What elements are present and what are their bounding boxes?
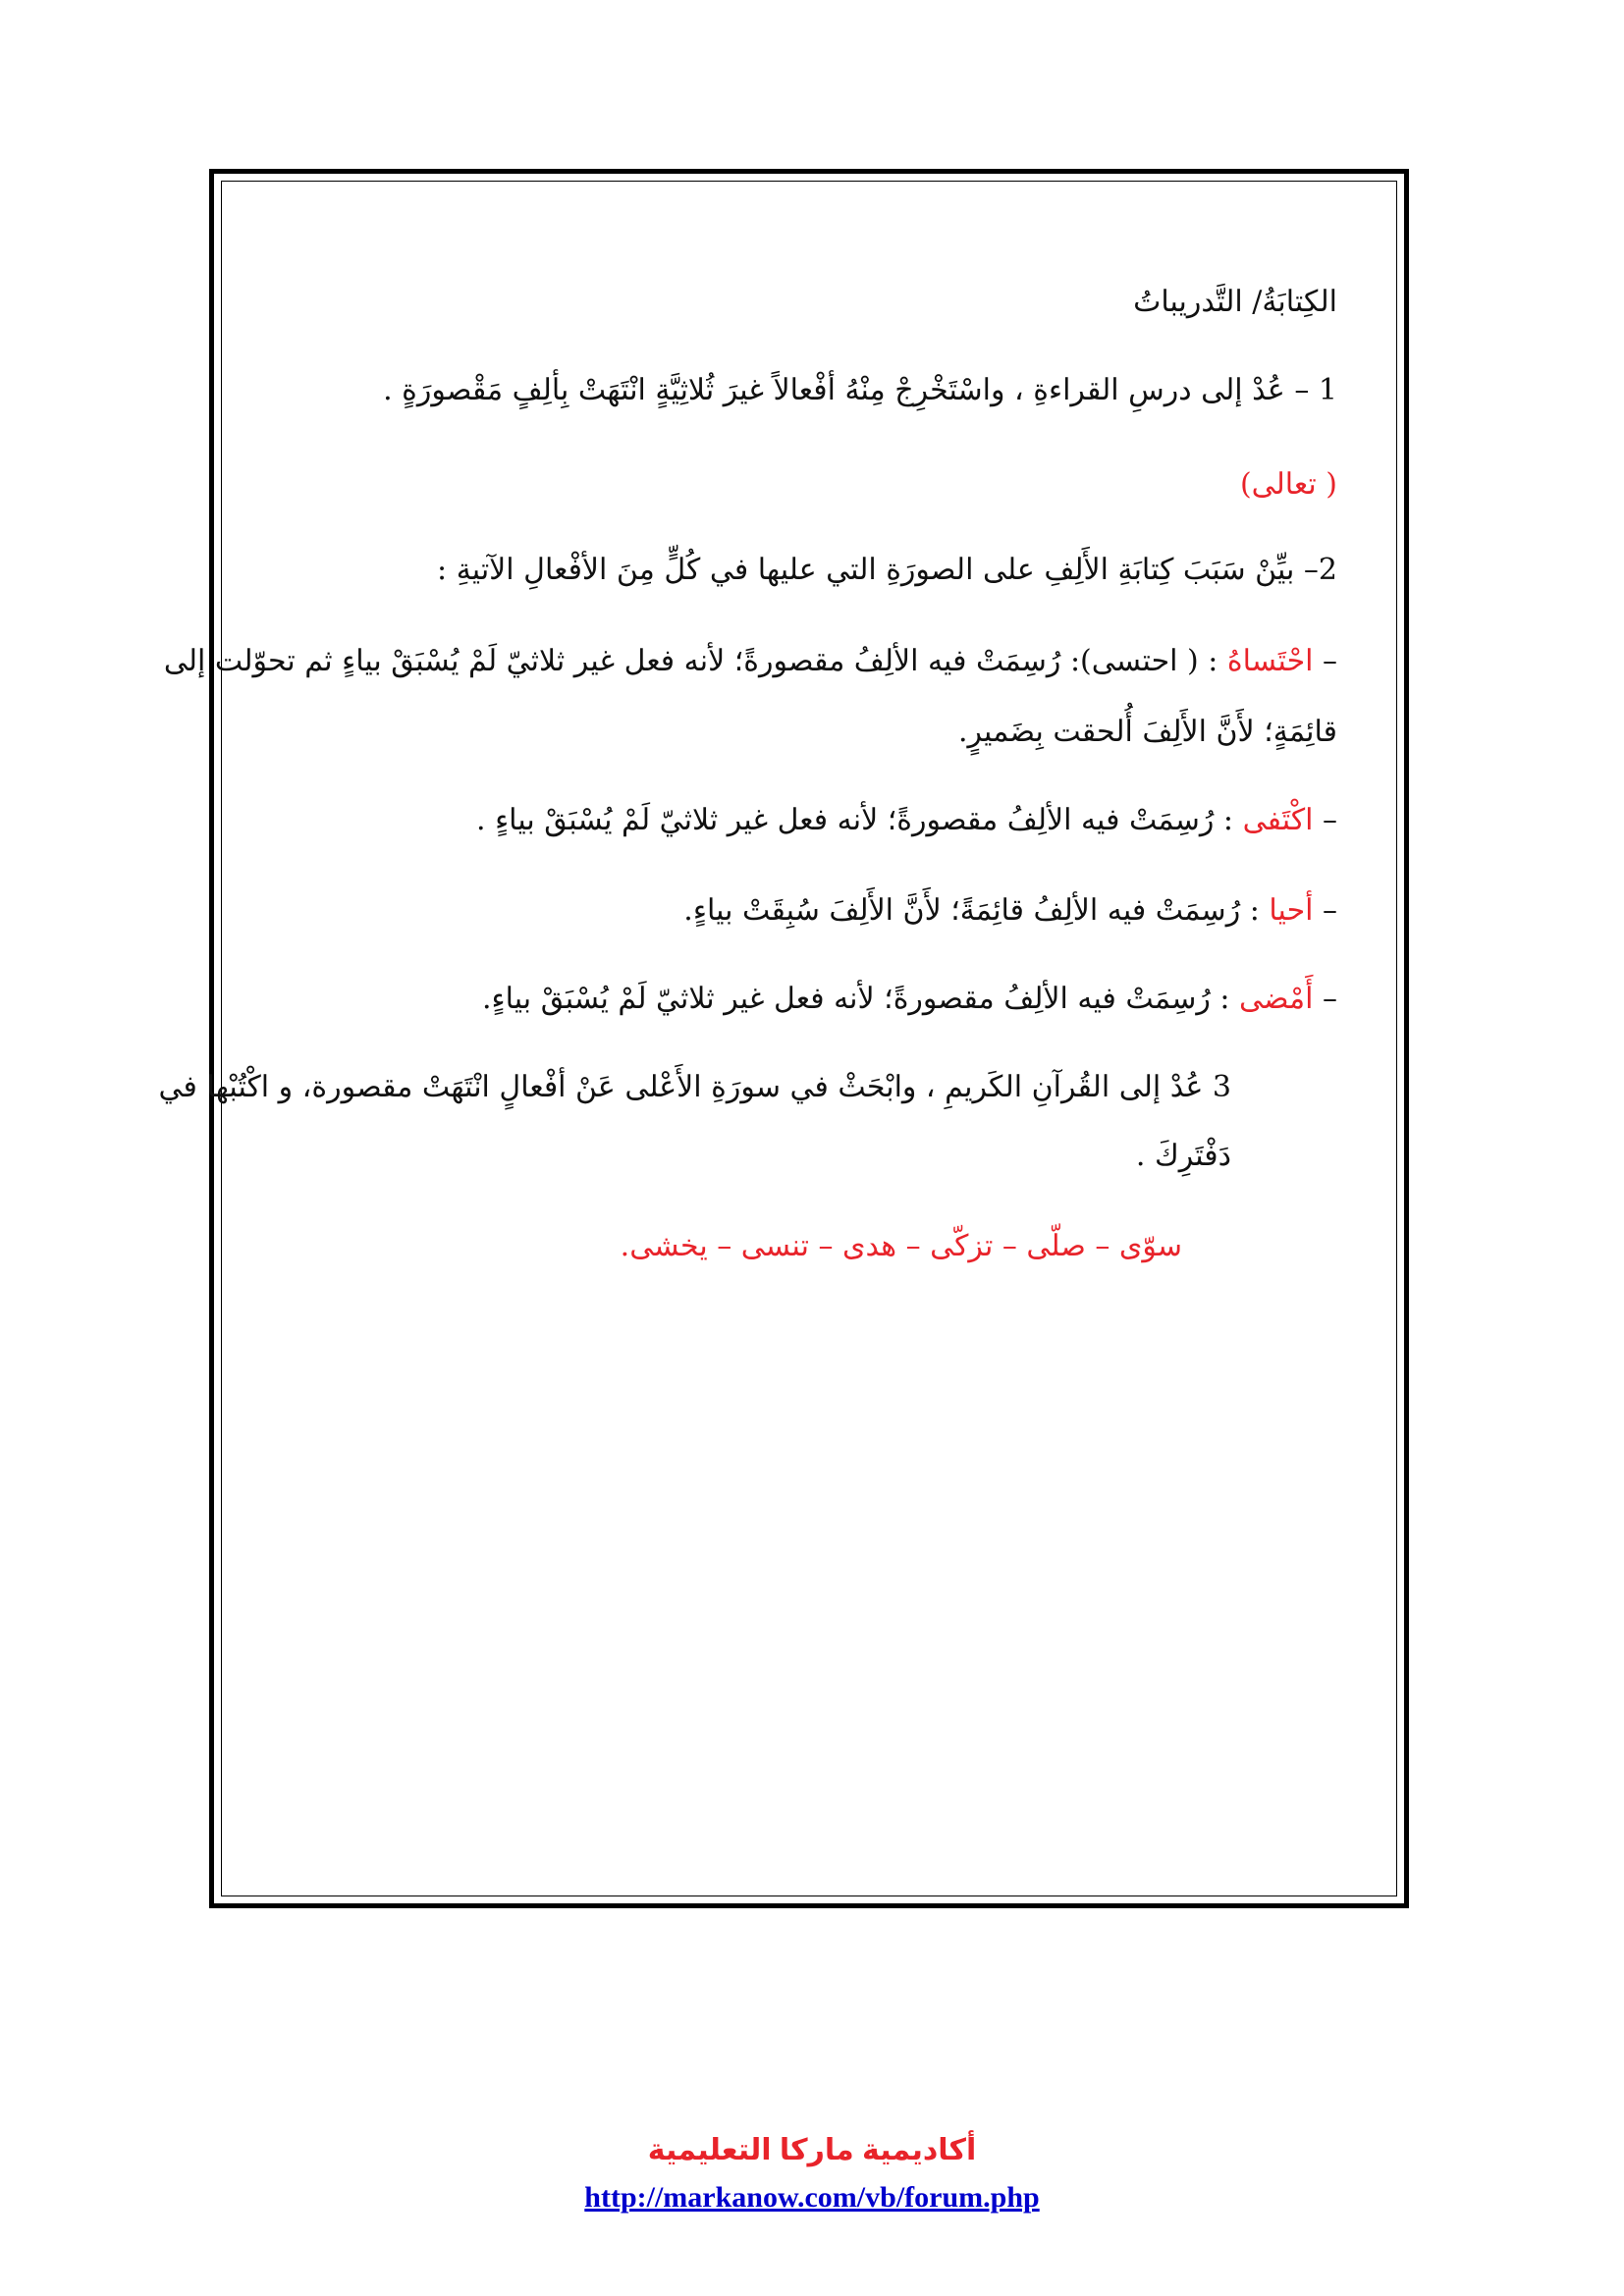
item-word: أحيا	[1269, 893, 1314, 928]
item-amda	[482, 982, 1337, 1017]
question-2: 2– بيِّنْ سَبَبَ كِتابَةِ الأَلِفِ على الصورَةِ التي عليها في كُلٍّ مِنَ الأفْعالِ الآتيةِ :	[437, 553, 1337, 587]
item-dash: –	[1323, 893, 1337, 928]
item-word: اكْتَفى	[1242, 803, 1314, 837]
item-word: احْتَساهُ	[1226, 644, 1314, 678]
item-word: أَمْضى	[1239, 982, 1314, 1016]
item-ahya	[683, 893, 1337, 929]
section-heading: الكِتابَةُ/ التَّدريباتُ	[1133, 285, 1337, 319]
item-ihtasahu	[164, 644, 1337, 679]
item-ihtasahu-continuation: قائِمَةٍ؛ لأَنَّ الأَلِفَ أُلحقت بِضَميرٍ.	[957, 715, 1337, 749]
item-iktafa	[476, 803, 1337, 838]
item-explanation: : رُسِمَتْ فيه الألِفُ مقصورةً؛ لأنه فعل غير ثلاثيّ لَمْ يُسْبَقْ بياءٍ.	[481, 982, 1230, 1016]
item-explanation: : رُسِمَتْ فيه الألِفُ مقصورةً؛ لأنه فعل غير ثلاثيّ لَمْ يُسْبَقْ بياءٍ .	[476, 803, 1234, 837]
item-dash: –	[1323, 982, 1337, 1016]
page-border	[209, 169, 1409, 1908]
footer-link[interactable]: http://markanow.com/vb/forum.php	[584, 2181, 1040, 2214]
question-1: 1 – عُدْ إلى درسِ القراءةِ ، واسْتَخْرِجْ مِنْهُ أفْعالاً غيرَ ثُلاثِيَّةٍ انْتَهَتْ بِألِفٍ مَقْصورَةٍ .	[383, 373, 1337, 407]
footer-title: أكاديمية ماركا التعليمية	[647, 2134, 977, 2166]
question-3: 3 عُدْ إلى القُرآنِ الكَريمِ ، وابْحَثْ في سورَةِ الأَعْلى عَنْ أفْعالٍ انْتَهَتْ مقصورة، و اكْتُبْها في	[158, 1070, 1231, 1104]
question-1-answer: ( تعالى)	[1239, 467, 1337, 502]
page-border-inner	[221, 181, 1397, 1896]
item-dash: –	[1323, 644, 1337, 678]
item-explanation: : ( احتسى): رُسِمَتْ فيه الألِفُ مقصورةً؛ لأنه فعل غير ثلاثيّ لَمْ يُسْبَقْ بياءٍ ثم تحوّلت إلى	[163, 644, 1218, 678]
item-dash: –	[1323, 803, 1337, 837]
question-3-answer: سوّى – صلّى – تزكّى – هدى – تنسى – يخشى.	[620, 1229, 1182, 1263]
item-explanation: : رُسِمَتْ فيه الألِفُ قائِمَةً؛ لأَنَّ الأَلِفَ سُبِقَتْ بياءٍ.	[683, 893, 1260, 928]
question-3-continuation: دَفْتَرِكَ .	[1135, 1139, 1231, 1173]
